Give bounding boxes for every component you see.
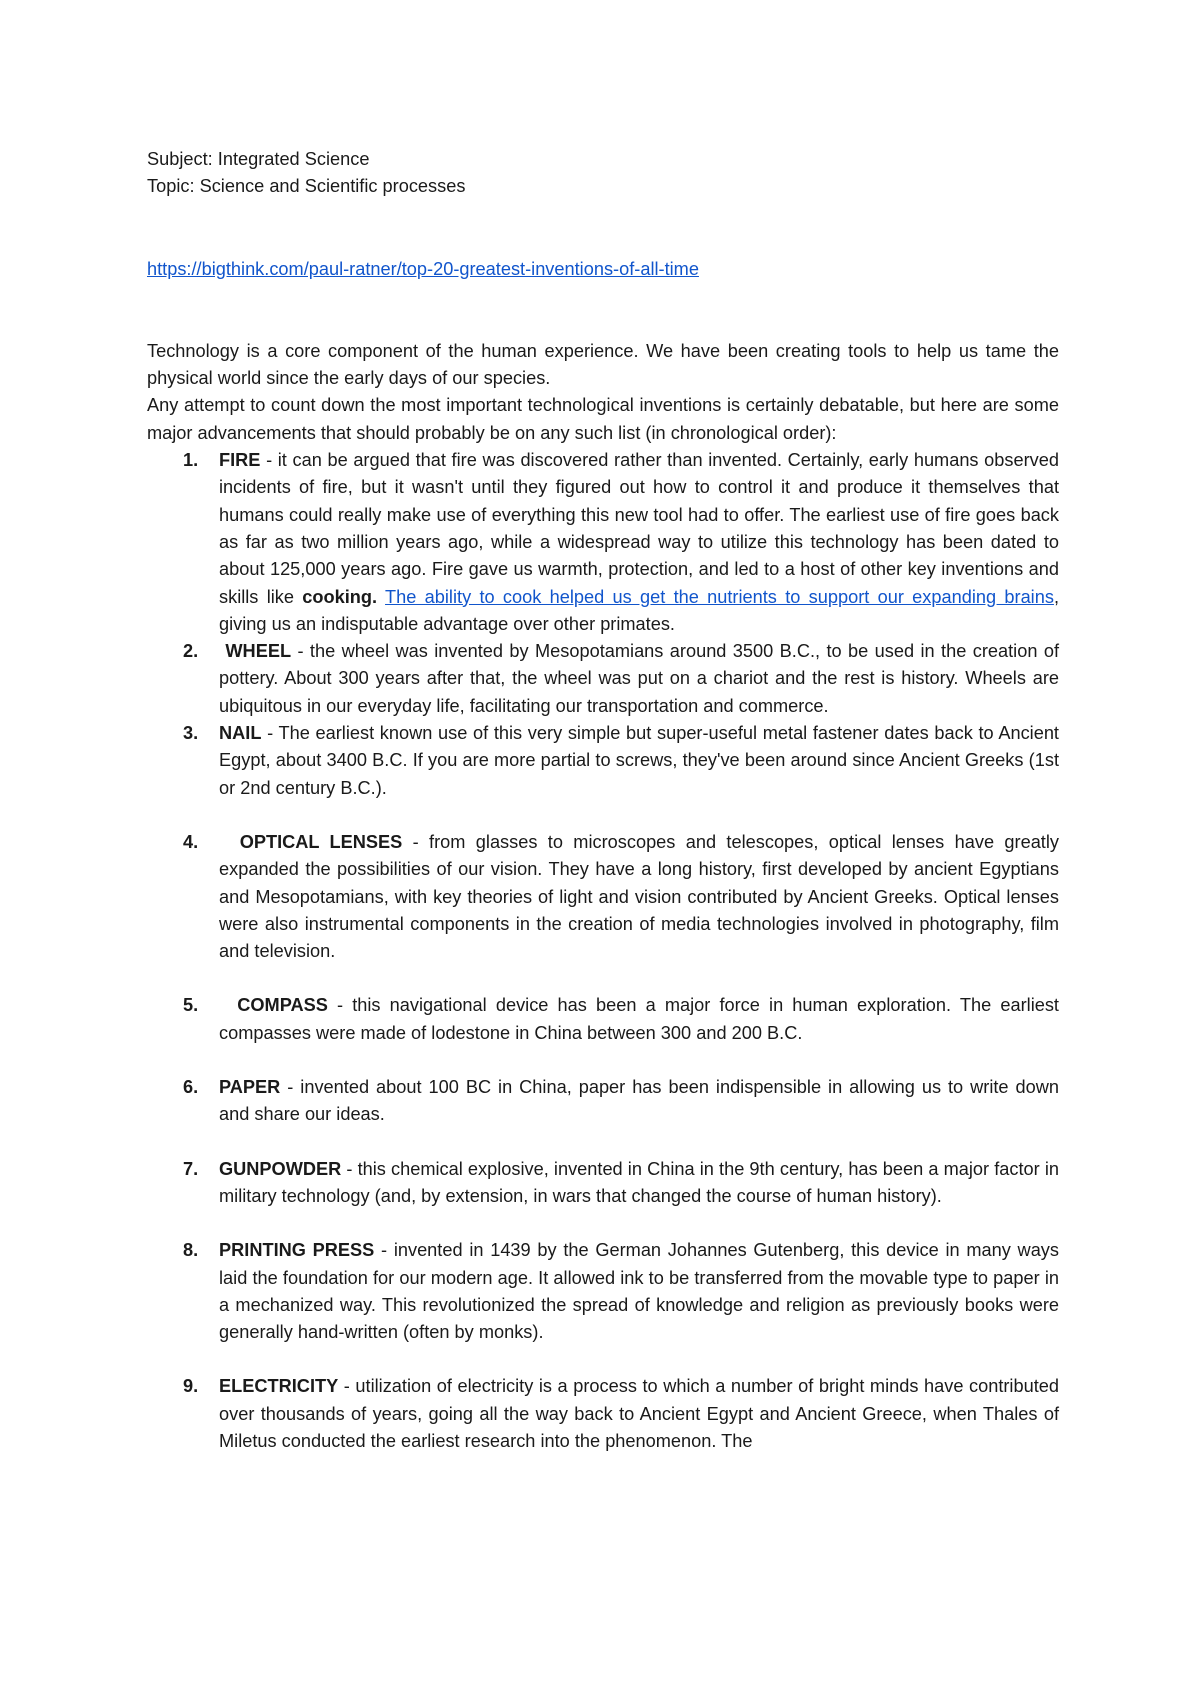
subject-line: Subject: Integrated Science bbox=[147, 149, 370, 169]
list-number: 9. bbox=[183, 1376, 199, 1397]
list-spacer bbox=[147, 802, 1059, 829]
intro-section bbox=[147, 338, 1059, 447]
invention-description-end: , giving us an indisputable advantage over other primates. bbox=[219, 586, 1059, 634]
invention-description: - invented in 1439 by the German Johannes Gutenberg, this device in many ways laid the foundation for our modern age. It allowed ink to be transferred from the movable type to paper in a mechanized way. This revolutionized the spread of knowledge and religion as previously books were generally hand-written (often by monks). bbox=[219, 1240, 1059, 1343]
invention-description: - this chemical explosive, invented in China in the 9th century, has been a major factor in military technology (and, by extension, in wars that changed the course of human history). bbox=[219, 1158, 1059, 1206]
invention-name: WHEEL bbox=[219, 641, 292, 662]
document-header bbox=[147, 146, 1059, 201]
invention-description: - The earliest known use of this very simple but super-useful metal fastener dates back to Ancient Egypt, about 3400 B.C. If you are more partial to screws, they've been around since Ancient Greeks (1st or 2nd century B.C.). bbox=[219, 723, 1059, 798]
list-number: 1. bbox=[183, 450, 199, 471]
invention-name: NAIL bbox=[219, 723, 262, 744]
invention-name: GUNPOWDER bbox=[219, 1158, 342, 1179]
inventions-list bbox=[147, 447, 1059, 1455]
list-item-fire bbox=[147, 447, 1059, 638]
list-number: 5. bbox=[183, 995, 199, 1016]
list-item-compass bbox=[147, 992, 1059, 1047]
invention-description: - this navigational device has been a major force in human exploration. The earliest compasses were made of lodestone in China between 300 and 200 B.C. bbox=[219, 995, 1059, 1043]
list-spacer bbox=[147, 1047, 1059, 1074]
list-item-electricity bbox=[147, 1373, 1059, 1455]
list-item-gunpowder bbox=[147, 1156, 1059, 1211]
intro-paragraph-2: Any attempt to count down the most important technological inventions is certainly debatable, but here are some major advancements that should probably be on any such list (in chronological order): bbox=[147, 395, 1059, 443]
invention-name: ELECTRICITY bbox=[219, 1376, 339, 1397]
list-spacer bbox=[147, 1346, 1059, 1373]
list-item-optical-lenses bbox=[147, 829, 1059, 965]
cooking-term: cooking. bbox=[302, 586, 378, 607]
list-number: 6. bbox=[183, 1077, 199, 1098]
invention-name: COMPASS bbox=[219, 995, 328, 1016]
topic-line: Topic: Science and Scientific processes bbox=[147, 176, 466, 197]
list-spacer bbox=[147, 1129, 1059, 1156]
invention-name: FIRE bbox=[219, 450, 261, 471]
list-spacer bbox=[147, 1210, 1059, 1237]
invention-description: - from glasses to microscopes and telescopes, optical lenses have greatly expanded the possibilities of our vision. They have a long history, first developed by ancient Egyptians and Mesopotamians, with key theories of light and vision contributed by Ancient Greeks. Optical lenses were also instrumental components in the creation of media technologies involved in photography, film and television. bbox=[219, 831, 1059, 962]
source-link[interactable]: https://bigthink.com/paul-ratner/top-20-greatest-inventions-of-all-time bbox=[147, 258, 699, 279]
invention-name: PAPER bbox=[219, 1077, 281, 1098]
list-item-paper bbox=[147, 1074, 1059, 1129]
document-page bbox=[147, 146, 1059, 1455]
list-number: 4. bbox=[183, 831, 199, 852]
list-spacer bbox=[147, 965, 1059, 992]
list-item-nail bbox=[147, 720, 1059, 802]
list-item-wheel bbox=[147, 638, 1059, 720]
invention-description: - it can be argued that fire was discovered rather than invented. Certainly, early humans observed incidents of fire, but it wasn't until they figured out how to control it and produce it themselves that humans could really make use of everything this new tool had to offer. The earliest use of fire goes back as far as two million years ago, while a widespread way to utilize this technology has been dated to about 125,000 years ago. Fire gave us warmth, protection, and led to a host of other key inventions and skills like bbox=[219, 450, 1059, 607]
list-item-printing-press bbox=[147, 1237, 1059, 1346]
cook-nutrients-link[interactable]: The ability to cook helped us get the nutrients to support our expanding brains bbox=[385, 586, 1054, 607]
invention-description: - utilization of electricity is a process to which a number of bright minds have contributed over thousands of years, going all the way back to Ancient Egypt and Ancient Greece, when Thales of Miletus conducted the earliest research into the phenomenon. The bbox=[219, 1376, 1059, 1451]
invention-description: - invented about 100 BC in China, paper has been indispensible in allowing us to write down and share our ideas. bbox=[219, 1077, 1059, 1125]
invention-name: OPTICAL LENSES bbox=[219, 831, 403, 852]
list-number: 2. bbox=[183, 641, 199, 662]
invention-description: - the wheel was invented by Mesopotamians around 3500 B.C., to be used in the creation of pottery. About 300 years after that, the wheel was put on a chariot and the rest is history. Wheels are ubiquitous in our everyday life, facilitating our transportation and commerce. bbox=[219, 641, 1059, 716]
list-number: 7. bbox=[183, 1158, 199, 1179]
invention-name: PRINTING PRESS bbox=[219, 1240, 375, 1261]
intro-paragraph-1: Technology is a core component of the human experience. We have been creating tools to help us tame the physical world since the early days of our species. bbox=[147, 340, 1059, 389]
list-number: 8. bbox=[183, 1240, 199, 1261]
list-number: 3. bbox=[183, 723, 199, 744]
